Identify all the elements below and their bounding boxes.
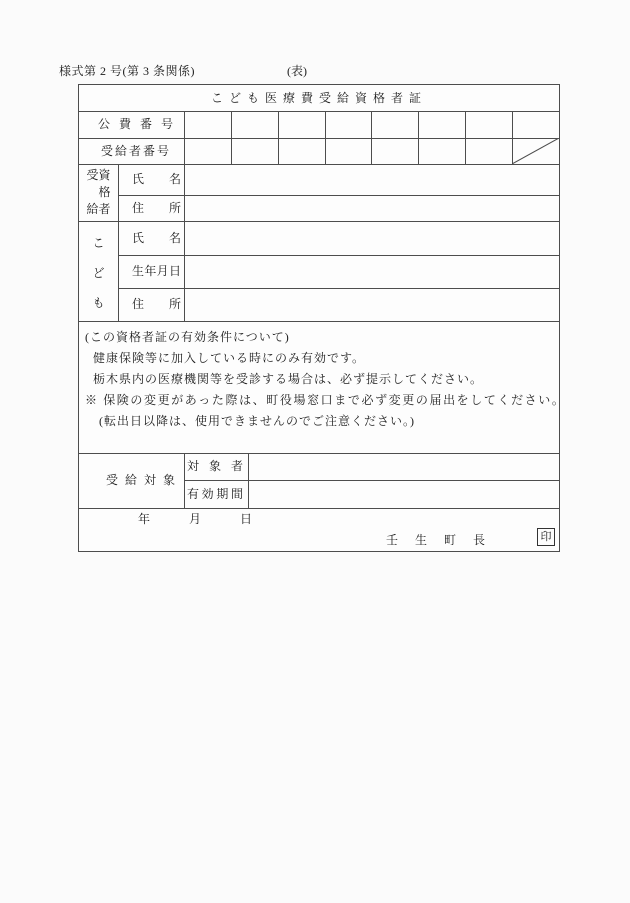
month-label: 月	[189, 512, 202, 526]
grid-line-horizontal	[79, 508, 559, 509]
public-expense-cell	[184, 111, 231, 138]
note-line-insurance: 健康保険等に加入している時にのみ有効です。	[93, 351, 366, 365]
child-name-label: 氏名	[132, 231, 181, 245]
child-birthdate-label: 生年月日	[132, 264, 181, 278]
recipient-number-cell	[278, 138, 325, 164]
recipient-name-label: 氏名	[132, 172, 181, 186]
recipient-address-value	[184, 195, 559, 221]
note-line-change-report: ※ 保険の変更があった際は、町役場窓口まで必ず変更の届出をしてください。	[85, 393, 566, 407]
child-name-value	[184, 221, 559, 255]
recipient-number-cell	[465, 138, 512, 164]
child-address-value	[184, 288, 559, 321]
note-line-moveout: (転出日以降は、使用できませんのでご注意ください。)	[99, 414, 415, 428]
public-expense-cell	[465, 111, 512, 138]
public-expense-cell	[371, 111, 418, 138]
seal-box: 印	[537, 528, 555, 546]
child-group-label: こ ど も	[92, 236, 105, 310]
recipient-number-cell	[184, 138, 231, 164]
recipient-name-value	[184, 164, 559, 195]
recipient-number-label: 受給者番号	[101, 144, 169, 158]
recipient-number-cell-slashed	[512, 138, 559, 164]
benefit-target-value	[248, 453, 559, 480]
mayor-signature-label: 壬生町長	[386, 533, 503, 547]
benefit-target-label: 対象者	[187, 459, 243, 473]
recipient-number-cell	[418, 138, 465, 164]
child-birthdate-value	[184, 255, 559, 288]
recipient-number-cell	[371, 138, 418, 164]
public-expense-cell	[325, 111, 371, 138]
public-expense-cell	[512, 111, 559, 138]
recipient-address-label: 住所	[132, 201, 181, 215]
recipient-number-cell	[231, 138, 278, 164]
public-expense-number-label: 公費番号	[98, 117, 173, 131]
sheet-side-label: (表)	[287, 64, 307, 78]
form-number-label: 様式第 2 号(第 3 条関係)	[59, 64, 195, 78]
note-line-presentation: 栃木県内の医療機関等を受診する場合は、必ず提示してください。	[93, 372, 484, 386]
day-label: 日	[240, 512, 253, 526]
year-label: 年	[138, 512, 151, 526]
benefit-period-value	[248, 480, 559, 508]
public-expense-cell	[231, 111, 278, 138]
note-line-validity-heading: (この資格者証の有効条件について)	[85, 330, 290, 344]
issue-date-line	[138, 511, 252, 527]
public-expense-cell	[278, 111, 325, 138]
child-address-label: 住所	[132, 297, 181, 311]
certificate-title: こども医療費受給資格者証	[210, 91, 427, 105]
recipient-group-label: 受資 格 給者	[86, 168, 111, 216]
benefit-group-label: 受給対象	[106, 473, 175, 487]
recipient-number-cell	[325, 138, 371, 164]
benefit-period-label: 有効期間	[187, 487, 243, 501]
grid-line-horizontal	[79, 321, 559, 322]
certificate-card	[78, 84, 566, 552]
public-expense-cell	[418, 111, 465, 138]
